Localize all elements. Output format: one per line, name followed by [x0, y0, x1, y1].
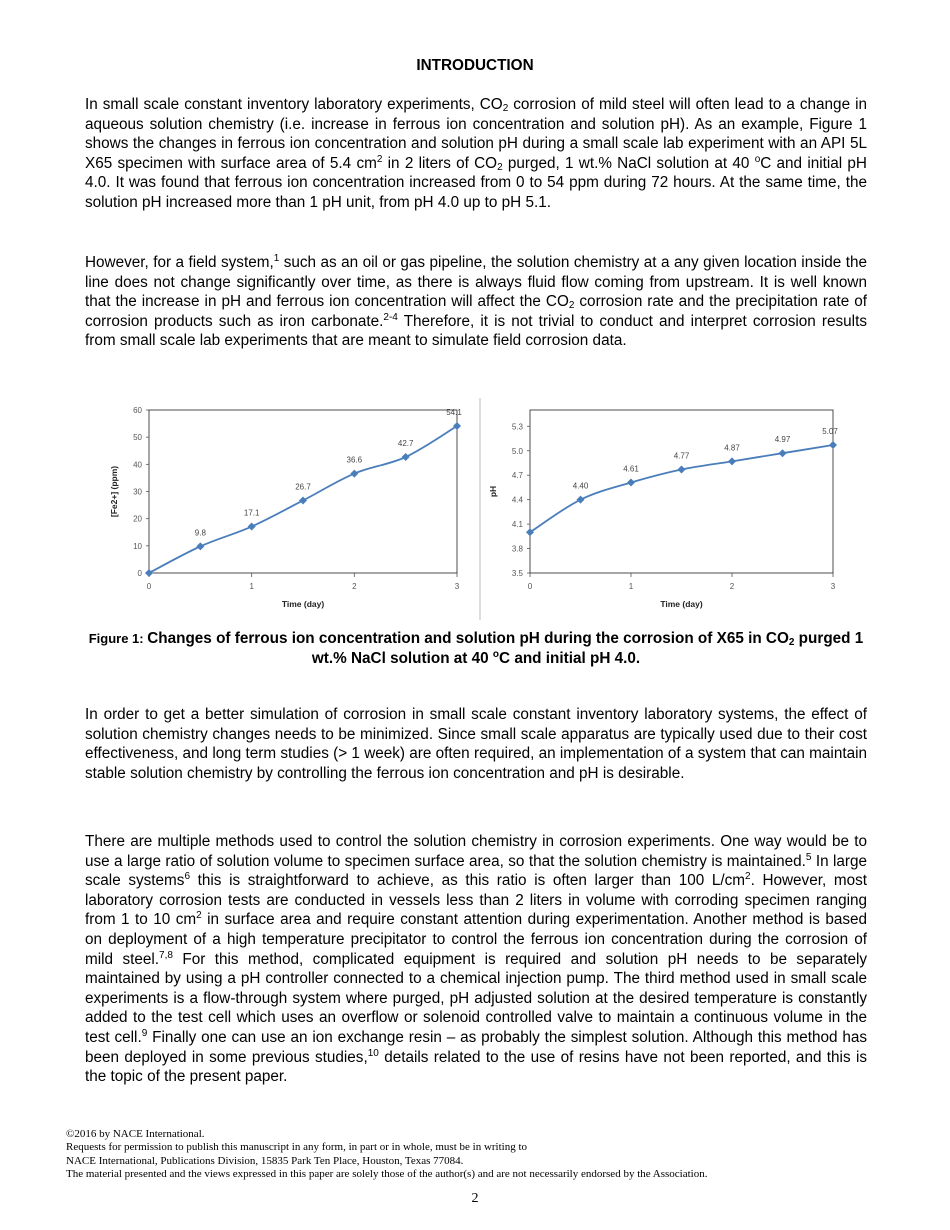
data-point-marker [577, 496, 585, 504]
text-run: Finally one can use an ion exchange resin – as probably the simplest solution. Although this method has been deployed in some previous studies, [85, 1028, 867, 1066]
figure-caption-text [147, 630, 863, 667]
text-run: . However, most laboratory corrosion tests are conducted in vessels less than 2 liters in volume with corroding specimen ranging from 1 to 10 cm [85, 872, 867, 929]
x-tick-label: 2 [352, 582, 357, 591]
page-number: 2 [471, 1191, 479, 1206]
y-tick-label: 20 [133, 514, 142, 524]
data-point-marker [779, 449, 787, 457]
superscript: 7,8 [159, 949, 173, 961]
y-tick-label: 5.3 [511, 422, 523, 432]
figure-label: Figure 1: [88, 631, 148, 646]
text-run: Changes of ferrous ion concentration and solution pH during the corrosion of X65 in CO [147, 630, 789, 647]
copyright-footer [66, 1128, 707, 1181]
text-run: corrosion of mild steel will often lead to a change in aqueous solution chemistry (i.e. increase in ferrous ion concentration and solution pH). As an example, Figure 1 shows the changes in ferrous ion concentration and solution pH during a small scale lab experiment with an API 5L X65 specimen with surface area of 5.4 cm [85, 96, 867, 172]
data-label: 4.61 [623, 464, 639, 474]
x-tick-label: 3 [454, 582, 460, 591]
y-tick-label: 4.1 [511, 520, 523, 530]
superscript: o [754, 153, 761, 165]
x-tick-label: 0 [146, 582, 152, 591]
text-run: However, for a field system, [85, 254, 274, 271]
x-tick-label: 1 [628, 582, 634, 591]
y-axis-label: [Fe2+] (ppm) [109, 465, 119, 518]
superscript: 10 [367, 1047, 379, 1059]
data-label: 4.87 [724, 443, 740, 453]
text-run: There are multiple methods used to control the solution chemistry in corrosion experiments. One way would be to use a large ratio of solution volume to specimen surface area, so that the solution chemistry is maintained. [85, 833, 867, 870]
data-point-marker [196, 542, 204, 550]
section-heading: INTRODUCTION [416, 57, 534, 74]
data-label: 54.1 [446, 408, 462, 418]
superscript: 2 [196, 910, 202, 922]
text-run: In small scale constant inventory laboratory experiments, CO [85, 96, 503, 113]
figure-caption [85, 629, 867, 669]
data-label: 9.8 [194, 528, 206, 538]
superscript: 2-4 [383, 311, 398, 323]
text-run: In order to get a better simulation of corrosion in small scale constant inventory laboratory systems, the effect of solution chemistry changes needs to be minimized. Since small scale apparatus are typically used due to their cost effectiveness, and long term studies (> 1 week) are often required, an implementation of a system that can maintain stable solution chemistry by controlling the ferrous ion concentration and pH is desirable. [85, 706, 867, 782]
y-tick-label: 3.8 [511, 544, 523, 554]
paragraph-3 [85, 705, 867, 783]
superscript: 9 [141, 1027, 148, 1039]
y-tick-label: 30 [133, 487, 142, 497]
superscript: 1 [273, 253, 280, 264]
text-run: such as an oil or gas pipeline, the solution chemistry at a any given location inside the line does not change significantly over time, as there is always fluid flow coming from upstream. It is well known that the increase in pH and ferrous ion concentration will affect the CO [85, 254, 867, 311]
footer-line: NACE International, Publications Division, 15835 Park Ten Place, Houston, Texas 77084. [66, 1154, 464, 1167]
x-axis-label: Time (day) [281, 599, 325, 609]
x-tick-label: 2 [729, 582, 735, 591]
data-label: 17.1 [243, 508, 260, 518]
x-tick-label: 1 [249, 582, 254, 591]
footer-line: ©2016 by NACE International. [66, 1128, 205, 1140]
text-run: C and initial pH 4.0. [499, 650, 641, 667]
y-tick-label: 4.7 [511, 471, 523, 481]
data-point-marker [145, 569, 153, 577]
y-tick-label: 50 [133, 433, 142, 443]
paragraph-4 [85, 832, 867, 1087]
data-label: 36.6 [346, 455, 363, 465]
x-tick-label: 0 [527, 582, 533, 591]
text-run: purged 1 wt.% NaCl solution at 40 [311, 630, 864, 667]
superscript: 5 [805, 851, 812, 863]
text-run: this is straightforward to achieve, as this ratio is often larger than 100 L/cm [190, 872, 745, 890]
footer-line: The material presented and the views expressed in this paper are solely those of the author(s) and are not necessarily endorsed by the Association. [66, 1167, 708, 1180]
footer-line: Requests for permission to publish this manuscript in any form, in part or in whole, must be in writing to [66, 1141, 528, 1154]
y-tick-label: 5.0 [511, 446, 523, 456]
x-tick-label: 3 [830, 582, 836, 591]
text-run: For this method, complicated equipment is required and solution pH needs to be separately maintained by using a pH controller connected to a chemical injection pump. The third method used in small scale experiments is a flow-through system where purged, pH adjusted solution at the desired temperature is constantly added to the test cell which uses an overflow or solenoid controlled valve to maintain a continuous volume in the test cell. [85, 950, 868, 1046]
y-tick-label: 0 [137, 569, 142, 578]
y-axis-label: pH [488, 485, 498, 498]
y-tick-label: 40 [133, 460, 142, 470]
superscript: o [492, 649, 500, 660]
y-tick-label: 3.5 [511, 569, 523, 578]
data-label: 4.77 [673, 451, 690, 461]
subscript: 2 [497, 161, 503, 173]
text-run: in 2 liters of CO [382, 154, 498, 172]
text-run: C and initial pH 4.0. It was found that ferrous ion concentration increased from 0 to 54 ppm during 72 hours. At the same time, the solution pH increased more than 1 pH unit, from pH 4.0 up to pH 5.1. [85, 154, 867, 211]
subscript: 2 [568, 300, 575, 312]
text-run: In large scale systems [85, 852, 867, 890]
y-tick-label: 10 [133, 541, 142, 551]
text-run: purged, 1 wt.% NaCl solution at 40 [502, 154, 755, 172]
text-run: Therefore, it is not trivial to conduct and interpret corrosion results from small scale lab experiments that are meant to simulate field corrosion data. [85, 312, 867, 350]
data-point-marker [350, 470, 358, 478]
y-tick-label: 4.4 [511, 495, 523, 505]
superscript: 2 [376, 153, 383, 165]
subscript: 2 [788, 637, 795, 648]
data-point-marker [402, 453, 410, 461]
data-point-marker [829, 441, 837, 449]
text-run: in surface area and require constant attention during experimentation. Another method is based on deployment of a high temperature precipitator to control the ferrous ion concentration during the corrosion of mild steel. [85, 911, 867, 968]
data-label: 42.7 [397, 438, 414, 448]
data-point-marker [248, 523, 256, 531]
text-run: corrosion rate and the precipitation rate of corrosion products such as iron carbonate. [85, 293, 867, 330]
data-label: 26.7 [295, 482, 311, 492]
data-point-marker [678, 465, 686, 473]
data-label: 5.07 [822, 427, 838, 437]
data-point-marker [728, 457, 736, 465]
data-label: 4.97 [774, 435, 791, 445]
superscript: 6 [184, 871, 191, 883]
data-label: 4.40 [572, 481, 589, 491]
text-run: details related to the use of resins have not been reported, and this is the topic of the present paper. [85, 1048, 868, 1086]
subscript: 2 [502, 103, 509, 114]
data-point-marker [299, 496, 307, 504]
superscript: 2 [745, 871, 751, 883]
x-axis-label: Time (day) [660, 599, 703, 609]
data-point-marker [627, 479, 635, 487]
y-tick-label: 60 [133, 406, 142, 415]
